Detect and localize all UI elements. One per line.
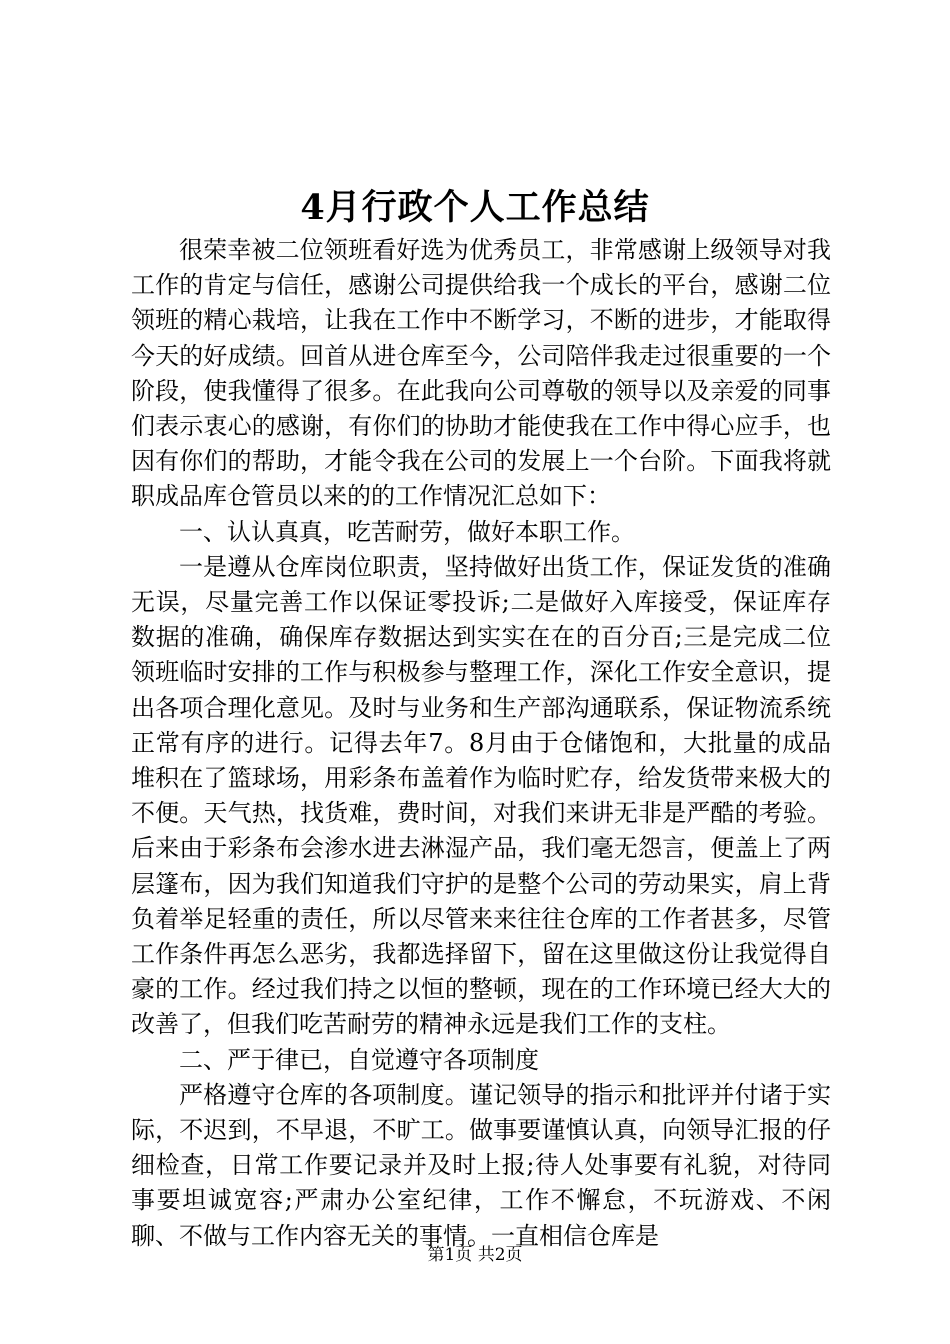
section-heading-1: 一、认认真真，吃苦耐劳，做好本职工作。 bbox=[179, 517, 635, 546]
document-body bbox=[131, 233, 831, 1254]
section-heading-2: 二、严于律已，自觉遵守各项制度 bbox=[179, 1045, 539, 1074]
page-footer: 第1页 共2页 bbox=[427, 1245, 523, 1265]
paragraph-section-2: 严格遵守仓库的各项制度。谨记领导的指示和批评并付诸于实际，不迟到，不早退，不旷工。做事要谨慎认真，向领导汇报的仔细检查，日常工作要记录并及时上报;待人处事要有礼貌，对待同事要坦诚宽容;严肃办公室纪律，工作不懈怠，不玩游戏、不闲聊、不做与工作内容无关的事情。一直相信仓库是 bbox=[131, 1080, 831, 1250]
document-title: 4月行政个人工作总结 bbox=[300, 187, 650, 228]
paragraph-intro: 很荣幸被二位领班看好选为优秀员工，非常感谢上级领导对我工作的肯定与信任，感谢公司提供给我一个成长的平台，感谢二位领班的精心栽培，让我在工作中不断学习，不断的进步，才能取得今天的好成绩。回首从进仓库至今，公司陪伴我走过很重要的一个阶段，使我懂得了很多。在此我向公司尊敬的领导以及亲爱的同事们表示衷心的感谢，有你们的协助才能使我在工作中得心应手，也因有你们的帮助，才能令我在公司的发展上一个台阶。下面我将就职成品库仓管员以来的的工作情况汇总如下： bbox=[131, 236, 831, 511]
paragraph-section-1: 一是遵从仓库岗位职责，坚持做好出货工作，保证发货的准确无误，尽量完善工作以保证零投诉;二是做好入库接受，保证库存数据的准确，确保库存数据达到实实在在的百分百;三是完成二位领班临时安排的工作与积极参与整理工作，深化工作安全意识，提出各项合理化意见。及时与业务和生产部沟通联系，保证物流系统正常有序的进行。记得去年7。8月由于仓储饱和，大批量的成品堆积在了篮球场，用彩条布盖着作为临时贮存，给发货带来极大的不便。天气热，找货难，费时间，对我们来讲无非是严酷的考验。后来由于彩条布会渗水进去淋湿产品，我们毫无怨言，便盖上了两层篷布，因为我们知道我们守护的是整个公司的劳动果实，肩上背负着举足轻重的责任，所以尽管来来往往仓库的工作者甚多，尽管工作条件再怎么恶劣，我都选择留下，留在这里做这份让我觉得自豪的工作。经过我们持之以恒的整顿，现在的工作环境已经大大的改善了，但我们吃苦耐劳的精神永远是我们工作的支柱。 bbox=[131, 552, 831, 1039]
